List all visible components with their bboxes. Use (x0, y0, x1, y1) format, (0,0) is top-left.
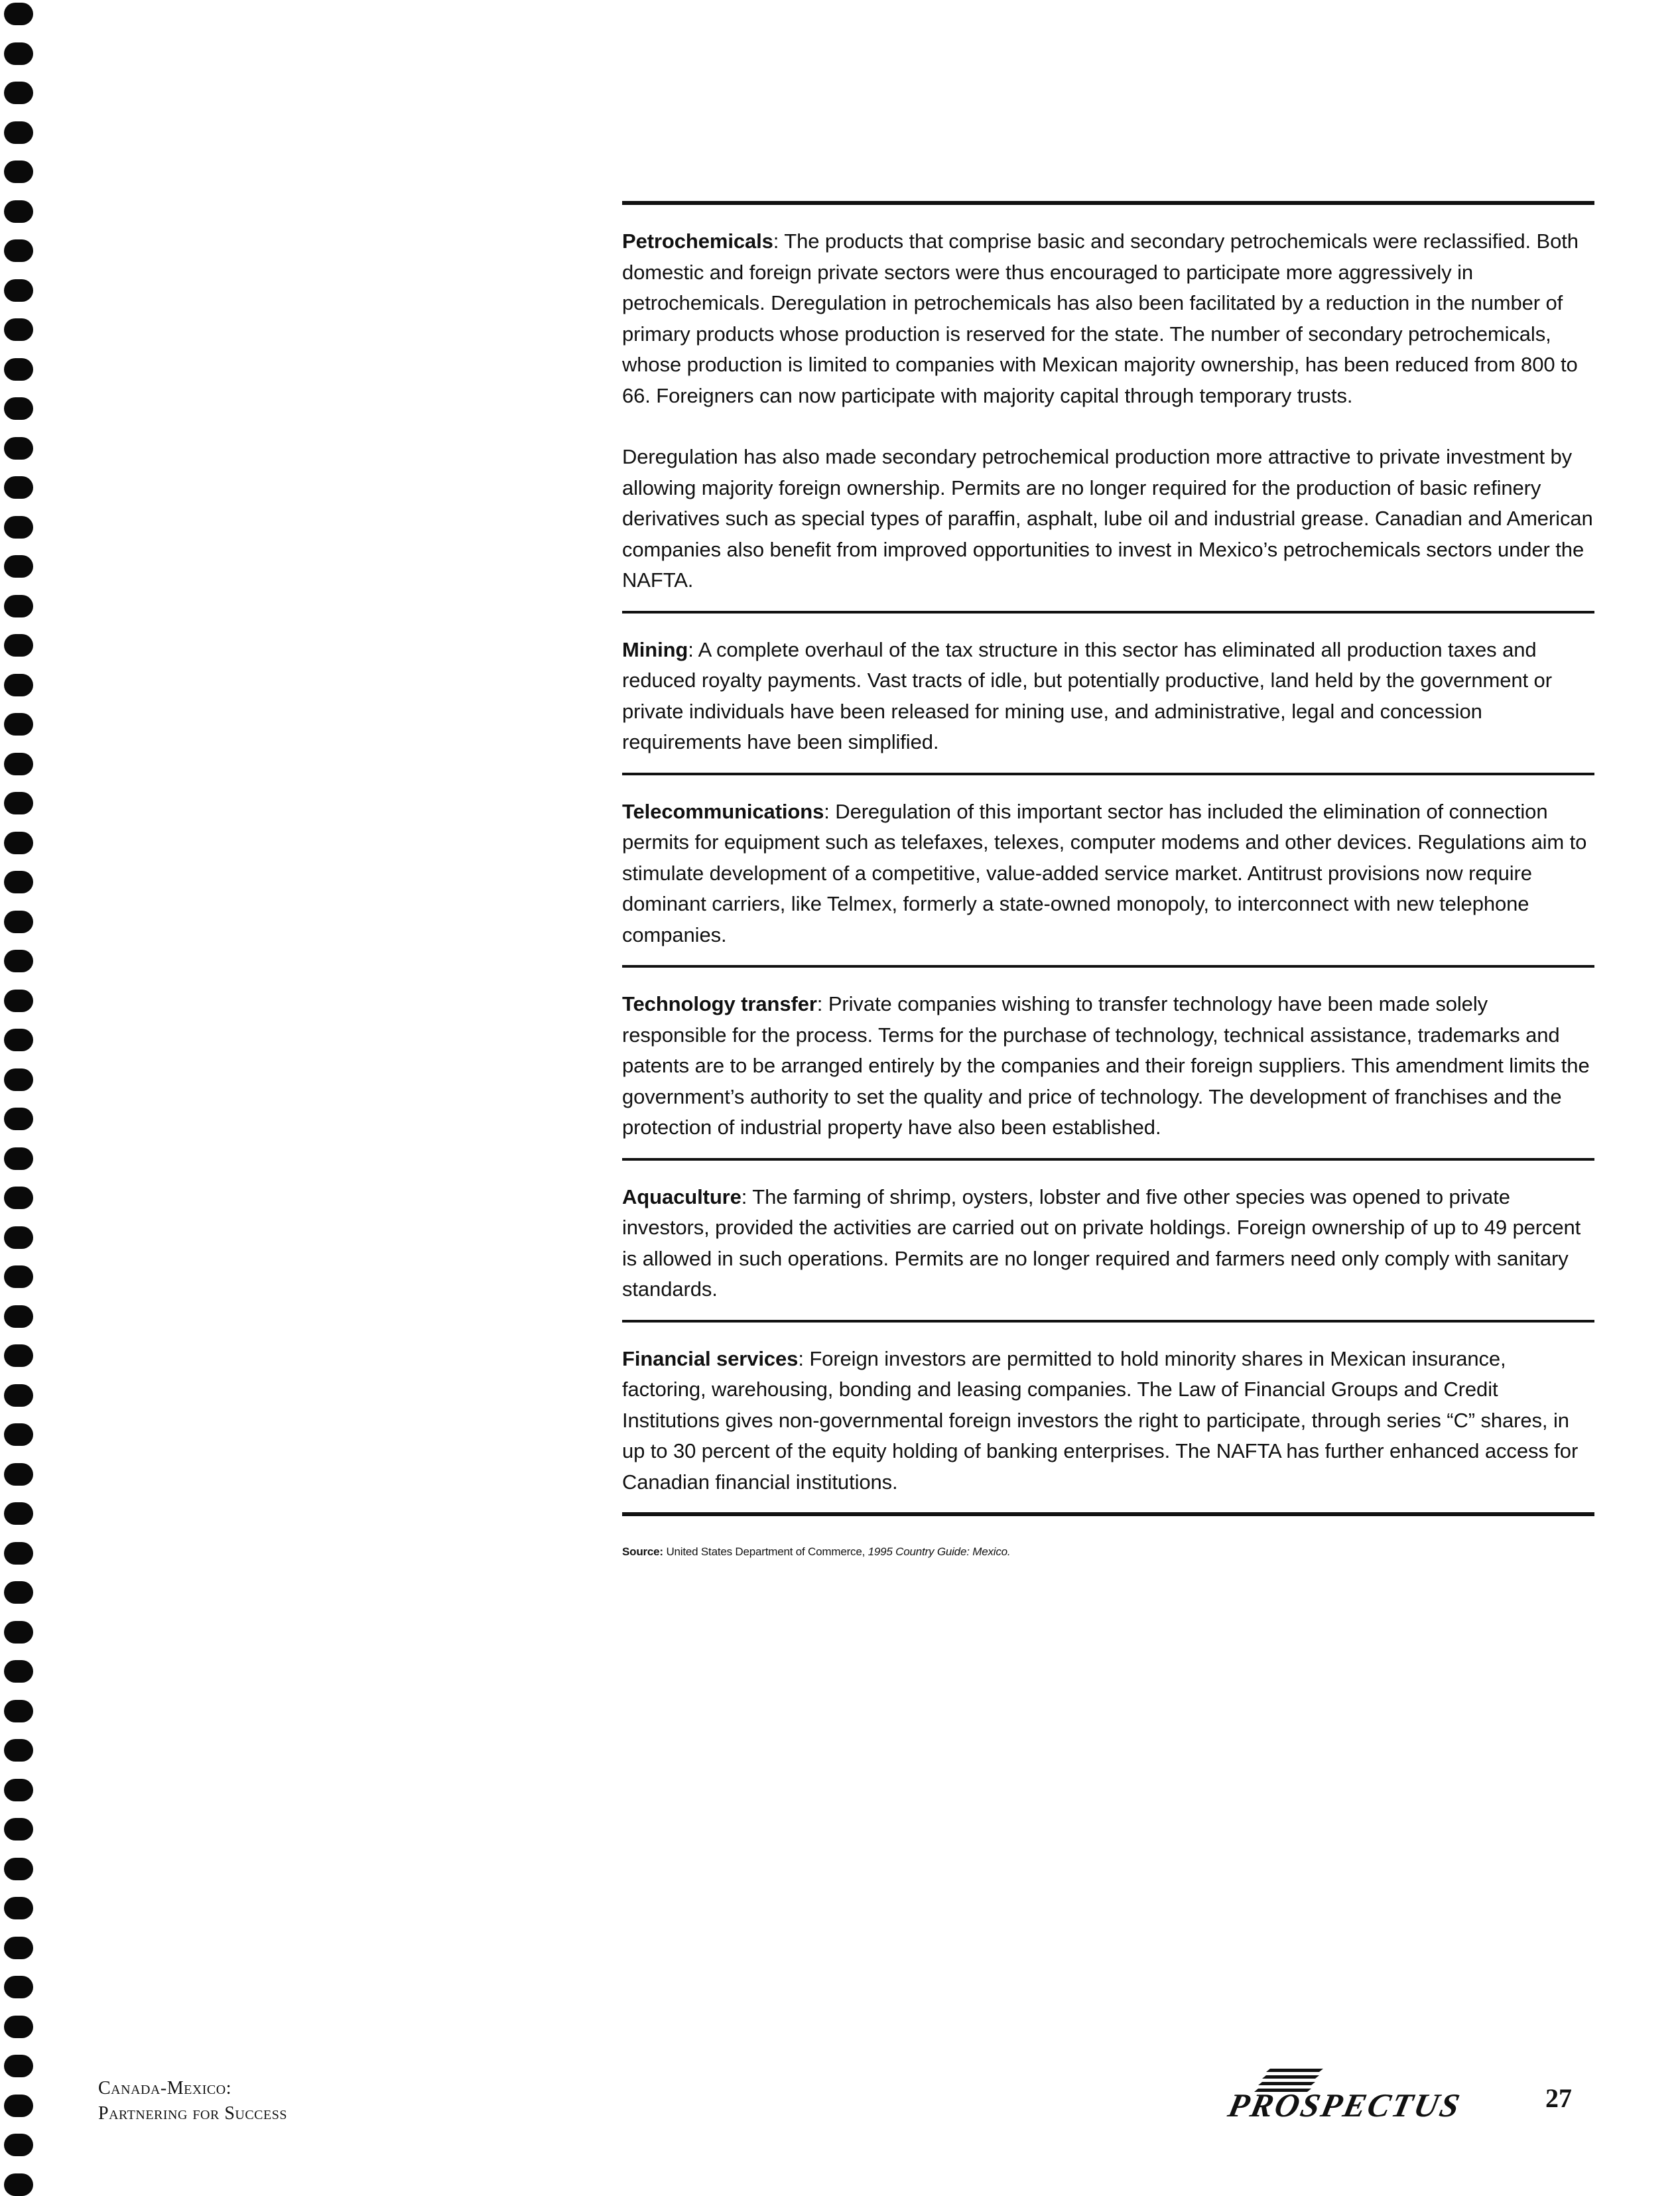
paragraph: Mining: A complete overhaul of the tax structure in this sector has eliminated all production taxes and reduced royalty payments. Vast tracts of idle, but potentially productive, land held by the government or private individuals have been released for mining use, and administrative, legal and concession requirements have been simplified. (622, 637, 1552, 753)
paragraph-text: Deregulation of this important sector has included the elimination of connection permits for equipment such as telefaxes, telexes, computer modems and other devices. Regulations aim to stimulate development of a competitive, value-added service market. Antitrust provisions now require dominant carriers, like Telmex, formerly a state-owned monopoly, to interconnect with new telephone companies. (622, 799, 1587, 946)
paragraph: Financial services: Foreign investors are permitted to hold minority shares in Mexican insurance, factoring, warehousing, bonding and leasing companies. The Law of Financial Groups and Credit Institutions gives non-governmental foreign investors the right to participate, through series “C” shares, in up to 30 percent of the equity holding of banking enterprises. The NAFTA has further enhanced access for Canadian financial institutions. (622, 1346, 1579, 1494)
binding-hole (4, 911, 33, 933)
binding-hole (4, 2173, 33, 2196)
binding-hole (4, 1305, 33, 1328)
section-technology-transfer (622, 968, 1594, 1143)
binding-hole (4, 1463, 33, 1486)
binding-hole (4, 1147, 33, 1170)
binding-hole (4, 1423, 33, 1446)
binding-hole (4, 832, 33, 854)
binding-hole (4, 1937, 33, 1959)
binding-hole (4, 1344, 33, 1367)
binding-hole (4, 2134, 33, 2156)
binding-hole (4, 555, 33, 578)
paragraph: Technology transfer: Private companies wishing to transfer technology have been made solely responsible for the process. Terms for the purchase of technology, technical assistance, trademarks and patents are to be arranged entirely by the companies and their foreign suppliers. This amendment limits the government’s authority to set the quality and price of technology. The development of franchises and the protection of industrial property have also been established. (622, 992, 1590, 1139)
binding-hole (4, 397, 33, 420)
binding-hole (4, 950, 33, 972)
binding-hole (4, 437, 33, 460)
binding-hole (4, 82, 33, 104)
bottom-rule (622, 1512, 1594, 1516)
binding-hole (4, 279, 33, 302)
binding-hole (4, 200, 33, 223)
logo-text: PROSPECTUS (1225, 2087, 1465, 2124)
section-mining (622, 614, 1594, 758)
binding-hole (4, 713, 33, 736)
binding-hole (4, 318, 33, 341)
binding-hole (4, 2055, 33, 2077)
binding-hole (4, 1384, 33, 1407)
binding-hole (4, 1976, 33, 1998)
section-financial-services (622, 1323, 1594, 1498)
section-term: Financial services (622, 1346, 799, 1370)
paragraph: Petrochemicals: The products that comprise basic and secondary petrochemicals were reclassified. Both domestic and foreign private sectors were thus encouraged to participate more aggressively in petrochemicals. Deregulation in petrochemicals has also been facilitated by a reduction in the number of primary products whose production is reserved for the state. The number of secondary petrochemicals, whose production is limited to companies with Mexican majority ownership, has been reduced from 800 to 66. Foreigners can now participate with majority capital through temporary trusts. (622, 229, 1579, 407)
binding-hole (4, 3, 33, 25)
binding-hole (4, 1226, 33, 1249)
binding-hole (4, 674, 33, 696)
spiral-binding (4, 0, 36, 2191)
section-aquaculture (622, 1161, 1594, 1305)
binding-hole (4, 634, 33, 657)
document-body (622, 201, 1594, 1559)
section-term: Technology transfer (622, 992, 817, 1015)
paragraph-text: A complete overhaul of the tax structure in this sector has eliminated all production taxes and reduced royalty payments. Vast tracts of idle, but potentially productive, land held by the government or private individuals have been released for mining use, and administrative, legal and concession requirements have been simplified. (622, 637, 1552, 753)
binding-hole (4, 358, 33, 381)
paragraph-text: Foreign investors are permitted to hold minority shares in Mexican insurance, factoring, warehousing, bonding and leasing companies. The Law of Financial Groups and Credit Institutions gives non-governmental foreign investors the right to participate, through series “C” shares, in up to 30 percent of the equity holding of banking enterprises. The NAFTA has further enhanced access for Canadian financial institutions. (622, 1346, 1579, 1494)
binding-hole (4, 1542, 33, 1565)
binding-hole (4, 1108, 33, 1130)
paragraph (622, 442, 1594, 596)
footer-line-1: Canada-Mexico: (98, 2078, 231, 2099)
binding-hole (4, 1265, 33, 1288)
binding-hole (4, 1660, 33, 1683)
binding-hole (4, 871, 33, 893)
binding-hole (4, 476, 33, 499)
paragraph-text: The products that comprise basic and secondary petrochemicals were reclassified. Both domestic and foreign private sectors were thus encouraged to participate more aggressively in petrochemicals. Deregulation in petrochemicals has also been facilitated by a reduction in the number of primary products whose production is reserved for the state. The number of secondary petrochemicals, whose production is limited to companies with Mexican majority ownership, has been reduced from 800 to 66. Foreigners can now participate with majority capital through temporary trusts. (622, 229, 1579, 407)
source-text: United States Department of Commerce, (666, 1545, 866, 1558)
binding-hole (4, 1779, 33, 1801)
binding-hole (4, 1502, 33, 1525)
binding-hole (4, 753, 33, 775)
prospectus-logo (1217, 2066, 1496, 2124)
section-term: Aquaculture (622, 1185, 742, 1208)
binding-hole (4, 239, 33, 262)
binding-hole (4, 1068, 33, 1091)
section-term: Mining (622, 637, 688, 661)
source-title: 1995 Country Guide: Mexico. (868, 1545, 1011, 1558)
page-number: 27 (1545, 2083, 1572, 2113)
binding-hole (4, 595, 33, 617)
binding-hole (4, 792, 33, 814)
binding-hole (4, 1818, 33, 1841)
paragraph-text: Private companies wishing to transfer technology have been made solely responsible for the process. Terms for the purchase of technology, technical assistance, trademarks and patents are to be arranged entirely by the companies and their foreign suppliers. This amendment limits the government’s authority to set the quality and price of technology. The development of franchises and the protection of industrial property have also been established. (622, 992, 1590, 1139)
binding-hole (4, 1897, 33, 1919)
binding-hole (4, 1858, 33, 1880)
binding-hole (4, 1187, 33, 1209)
binding-hole (4, 2016, 33, 2038)
section-telecommunications (622, 775, 1594, 951)
binding-hole (4, 1700, 33, 1722)
binding-hole (4, 1739, 33, 1762)
binding-hole (4, 42, 33, 65)
section-term: Telecommunications (622, 799, 824, 823)
paragraph-text: The farming of shrimp, oysters, lobster and five other species was opened to private investors, provided the activities are carried out on private holdings. Foreign ownership of up to 49 percent is allowed in such operations. Permits are no longer required and farmers need only comply with sanitary standards. (622, 1185, 1581, 1301)
paragraph-text: Deregulation has also made secondary petrochemical production more attractive to private investment by allowing majority foreign ownership. Permits are no longer required for the production of basic refinery derivatives such as special types of paraffin, asphalt, lube oil and industrial grease. Canadian and American companies also benefit from improved opportunities to invest in Mexico’s petrochemicals sectors under the NAFTA. (622, 445, 1593, 592)
section-petrochemicals (622, 205, 1594, 596)
binding-hole (4, 990, 33, 1012)
source-label: Source: (622, 1545, 663, 1558)
paragraph: Aquaculture: The farming of shrimp, oysters, lobster and five other species was opened to private investors, provided the activities are carried out on private holdings. Foreign ownership of up to 49 percent is allowed in such operations. Permits are no longer required and farmers need only comply with sanitary standards. (622, 1185, 1581, 1301)
section-term: Petrochemicals (622, 229, 773, 253)
footer-publication-title (98, 2076, 287, 2126)
binding-hole (4, 161, 33, 183)
paragraph: Telecommunications: Deregulation of this important sector has included the elimination of connection permits for equipment such as telefaxes, telexes, computer modems and other devices. Regulations aim to stimulate development of a competitive, value-added service market. Antitrust provisions now require dominant carriers, like Telmex, formerly a state-owned monopoly, to interconnect with new telephone companies. (622, 799, 1587, 946)
source-note (622, 1545, 1594, 1559)
binding-hole (4, 1621, 33, 1644)
binding-hole (4, 1581, 33, 1604)
binding-hole (4, 2095, 33, 2117)
footer-line-2: Partnering for Success (98, 2103, 287, 2124)
binding-hole (4, 1029, 33, 1051)
binding-hole (4, 516, 33, 539)
binding-hole (4, 121, 33, 144)
